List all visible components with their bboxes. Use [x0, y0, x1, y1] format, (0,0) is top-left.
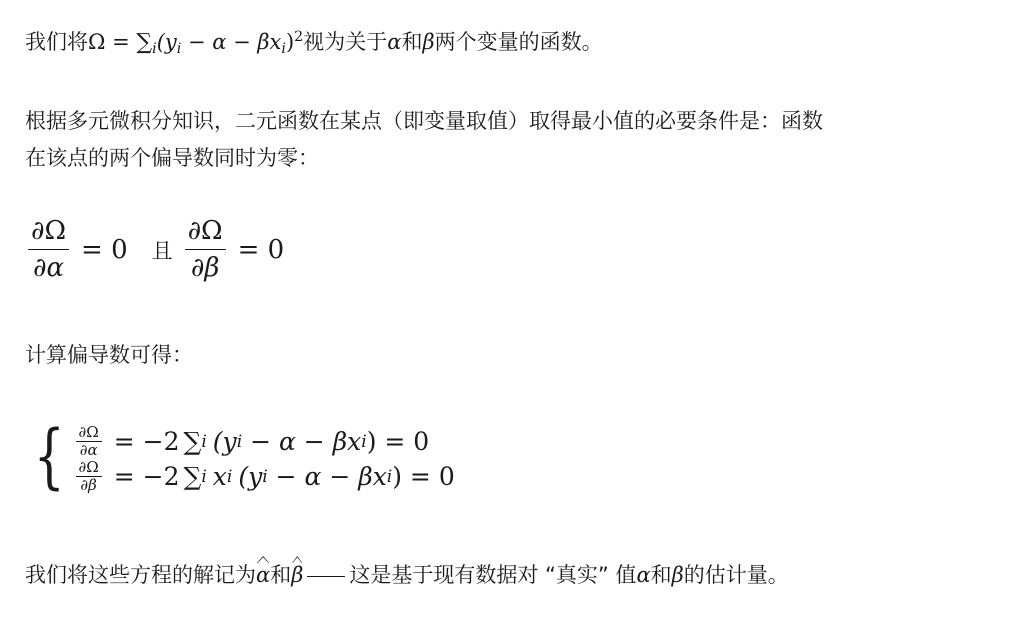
estimator-suffix: 的估计量。 — [683, 563, 789, 587]
fraction-denominator: ∂β — [190, 253, 220, 283]
fraction-denominator: ∂α — [33, 253, 65, 283]
residual-sub-x: i — [281, 40, 286, 57]
rhs-coefficient: = −2 — [113, 426, 180, 456]
and-text: 和 — [401, 29, 423, 54]
system-row-alpha — [76, 425, 455, 458]
intro-suffix-1: 视为关于 — [303, 29, 388, 54]
estimator-middle: 这是基于现有数据对 “真实” 值 — [349, 563, 637, 587]
and-text: 和 — [270, 563, 292, 587]
and-text-2: 和 — [650, 563, 672, 587]
condition-line-1 — [25, 106, 823, 136]
alpha-symbol: α — [387, 29, 402, 54]
residual-open: (y — [238, 461, 263, 491]
em-dash-rule — [307, 576, 345, 577]
condition-text-1: 根据多元微积分知识，二元函数在某点（即变量取值）取得最小值的必要条件是：函数 — [25, 109, 823, 133]
residual-sub-x: i — [361, 431, 367, 452]
residual-sub-y: i — [262, 466, 268, 487]
intro-suffix-2: 两个变量的函数。 — [434, 29, 603, 54]
normal-equations-system — [27, 415, 455, 500]
intro-prefix: 我们将 — [25, 29, 88, 54]
sum-index: i — [201, 466, 207, 487]
equals-zero-2: = 0 — [237, 234, 285, 265]
beta-symbol: β — [671, 563, 684, 587]
fraction-denominator: ∂β — [80, 476, 97, 494]
fraction-numerator: ∂Ω — [31, 216, 67, 246]
equals-zero: ) = 0 — [366, 426, 430, 456]
partial-alpha-fraction — [28, 216, 69, 283]
beta-symbol: β — [422, 29, 435, 54]
sum-symbol: ∑ — [183, 461, 202, 491]
partial-alpha-fraction-small — [76, 425, 102, 458]
conjunction-text: 且 — [151, 238, 173, 263]
partial-beta-fraction — [185, 216, 226, 283]
fraction-numerator: ∂Ω — [78, 458, 99, 476]
fraction-bar — [28, 249, 69, 250]
residual-open: (y — [212, 426, 237, 456]
compute-text: 计算偏导数可得： — [25, 343, 193, 367]
residual-middle: − α − βx — [242, 426, 362, 456]
residual-open: (y — [156, 29, 177, 54]
rhs-coefficient: = −2 — [113, 461, 180, 491]
residual-sub-y: i — [176, 40, 182, 57]
estimator-line — [25, 560, 789, 590]
square-exponent: 2 — [294, 29, 304, 45]
compute-line — [25, 340, 193, 370]
fraction-bar — [185, 249, 226, 250]
alpha-symbol: α — [636, 563, 651, 587]
equals-sign: = — [112, 29, 130, 54]
partial-beta-fraction-small — [76, 460, 102, 493]
residual-middle: − α − βx — [181, 29, 282, 54]
sum-index: i — [152, 40, 157, 57]
fraction-numerator: ∂Ω — [187, 216, 223, 246]
omega-symbol: Ω — [88, 29, 106, 54]
alpha-hat-symbol: α — [256, 560, 270, 590]
system-rows — [76, 425, 455, 493]
intro-line — [25, 22, 603, 64]
left-brace: { — [33, 415, 65, 497]
residual-middle: − α − βx — [267, 461, 387, 491]
x-variable: x — [212, 461, 227, 491]
equals-zero: ) = 0 — [392, 461, 455, 491]
sum-symbol: ∑ — [136, 29, 153, 55]
condition-text-2: 在该点的两个偏导数同时为零： — [25, 146, 319, 170]
estimator-prefix: 我们将这些方程的解记为 — [25, 563, 256, 587]
partial-derivative-conditions — [28, 212, 284, 287]
residual-close: ) — [285, 29, 295, 54]
fraction-numerator: ∂Ω — [78, 423, 99, 441]
sum-symbol: ∑ — [183, 426, 202, 456]
condition-line-2 — [25, 143, 319, 173]
system-row-beta — [76, 460, 455, 493]
sum-index: i — [201, 431, 207, 452]
beta-hat-symbol: β — [291, 560, 303, 590]
equals-zero-1: = 0 — [81, 234, 128, 265]
residual-sub-y: i — [236, 431, 243, 452]
residual-sub-x: i — [386, 466, 393, 487]
x-subscript: i — [226, 466, 233, 487]
fraction-denominator: ∂α — [79, 441, 98, 459]
